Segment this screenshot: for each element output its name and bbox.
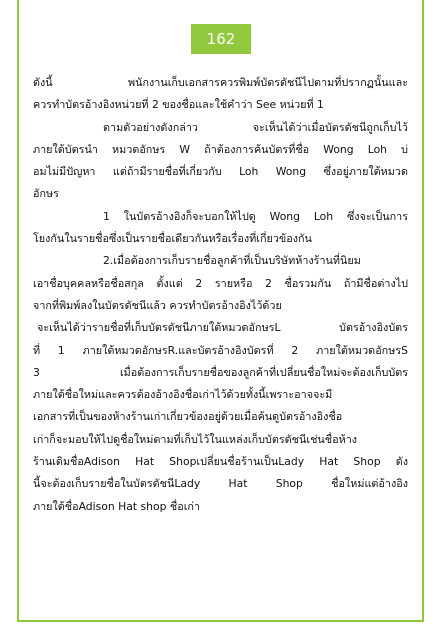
text-line: นี้จะต้องเก็บรายชื่อในบัตรดัชนีLady Hat Shop ชื่อใหม่แต่อ้างอิง [33, 477, 408, 491]
text-line: อักษร [33, 187, 59, 201]
text-line: เก่าก็จะมอบให้ไปดูชื่อใหม่ตามที่เก็บไว้ในแหล่งเก็บบัตรดัชนีเช่นชื่อห้าง [33, 432, 358, 446]
text-line: ภายใต้บัตรนำ หมวดอักษร W ถ้าต้องการค้นบัตรที่ชื่อ Wong Loh บ่ [33, 142, 408, 156]
text-line: อมไม่มีปัญหา แต่ถ้ามีรายชื่อที่เกี่ยวกับ Loh Wong ซึ่งอยู่ภายใต้หมวด [33, 165, 408, 179]
text-line: ภายใต้ชื่อAdison Hat shop ชื่อเก่า [33, 499, 201, 513]
text-line: ที่ 1 ภายใต้หมวดอักษรR.และบัตรอ้างอิงบัตรที่ 2 ภายใต้หมวดอักษรS [33, 343, 408, 357]
text-line: 1 ในบัตรอ้างอิงก็จะบอกให้ไปดู Wong Loh ซึ่งจะเป็นการ [103, 209, 408, 223]
body-text [33, 72, 408, 518]
text-line: ร้านเดิมชื่อAdison Hat Shopเปลี่ยนชื่อร้านเป็นLady Hat Shop ดัง [33, 455, 408, 469]
text-line: ภายใต้ชื่อใหม่และควรต้องอ้างอิงชื่อเก่าไว้ด้วยทั้งนี้เพราะอาจจะมี [33, 388, 333, 402]
text-line: ควรทำบัตรอ้างอิงหน่วยที่ 2 ของชื่อและใช้คำว่า See หน่วยที่ 1 [33, 98, 324, 112]
text-line: 3 เมื่อต้องการเก็บรายชื่อของลูกค้าที่เปลี่ยนชื่อใหม่จะต้องเก็บบัตร [33, 365, 408, 379]
text-line: จะเห็นได้ว่ารายชื่อที่เก็บบัตรดัชนีภายใต้หมวดอักษรL บัตรอ้างอิงบัตร [37, 321, 408, 335]
text-line: เอกสารที่เป็นของห้างร้านเก่าเกี่ยวข้องอยู่ด้วยเมื่อค้นดูบัตรอ้างอิงชื่อ [33, 410, 343, 424]
text-line: ดังนี้ พนักงานเก็บเอกสารควรพิมพ์บัตรดัชนีไปตามที่ปรากฏนั้นและ [33, 76, 408, 89]
text-line: เอาชื่อบุคคลหรือชื่อสกุล ตั้งแต่ 2 รายหรือ 2 ชื่อรวมกัน ถ้ามีชื่อต่างไป [33, 276, 408, 290]
text-line: ตามตัวอย่างดังกล่าว จะเห็นได้ว่าเมื่อบัตรดัชนีถูกเก็บไว้ [103, 120, 408, 134]
text-line: จากที่พิมพ์ลงในบัตรดัชนีแล้ว ควรทำบัตรอ้างอิงไว้ด้วย [33, 298, 282, 312]
text-line: โยงกันในรายชื่อซึ่งเป็นรายชื่อเดียวกันหรือเรื่องที่เกี่ยวข้องกัน [33, 232, 312, 246]
text-line: 2.เมื่อต้องการเก็บรายชื่อลูกค้าที่เป็นบริษัทห้างร้านที่นิยม [103, 254, 361, 268]
page-number-badge: 162 [191, 24, 251, 54]
